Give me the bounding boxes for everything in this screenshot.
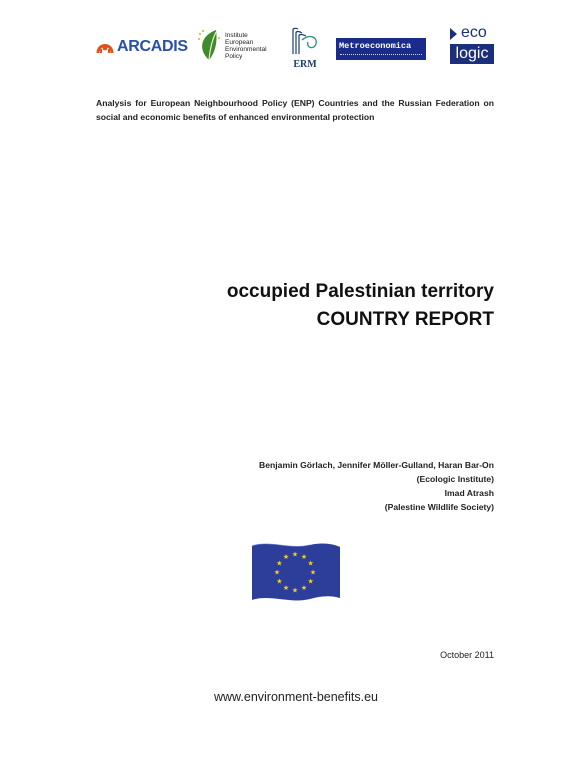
ieep-logo-text [225, 28, 267, 60]
arcadis-mark-icon [96, 39, 114, 55]
author-names: Imad Atrash [444, 488, 494, 498]
star-icon: ★ [282, 553, 290, 561]
star-icon: ★ [291, 587, 299, 595]
leaf-icon [196, 28, 222, 62]
star-icon: ★ [282, 585, 290, 593]
star-icon: ★ [309, 569, 317, 577]
star-icon: ★ [276, 578, 283, 586]
website-link[interactable]: www.environment-benefits.eu [214, 690, 378, 704]
star-icon: ★ [300, 585, 308, 593]
star-icon: ★ [291, 551, 299, 559]
report-subtitle: COUNTRY REPORT [316, 309, 494, 330]
ecologic-logo-bottom: logic [450, 44, 494, 64]
erm-mark-icon [288, 26, 322, 56]
star-icon: ★ [307, 578, 314, 586]
star-icon: ★ [307, 560, 314, 568]
author-names: Benjamin Görlach, Jennifer Möller-Gulland, Haran Bar-On [259, 460, 494, 470]
author-affiliation: (Ecologic Institute) [416, 474, 494, 484]
report-title: occupied Palestinian territory [226, 281, 494, 302]
ecologic-logo-top: eco [461, 24, 487, 41]
metroeconomica-logo [336, 38, 426, 60]
publication-date: October 2011 [440, 650, 494, 660]
star-icon: ★ [273, 569, 281, 577]
ieep-line: Institute [225, 32, 248, 39]
eu-flag-icon [250, 542, 342, 604]
metroeconomica-rule [340, 54, 422, 56]
author-affiliation: (Palestine Wildlife Society) [384, 502, 494, 512]
star-icon: ★ [276, 560, 283, 568]
star-icon: ★ [300, 553, 308, 561]
ieep-line: Environmental [225, 46, 267, 53]
ecologic-triangle-icon [450, 28, 457, 40]
ecologic-logo [450, 26, 494, 66]
erm-logo-text: ERM [293, 59, 317, 70]
ieep-line: European [225, 39, 254, 46]
ieep-line: Policy [225, 53, 243, 60]
erm-logo [288, 26, 322, 68]
arcadis-logo [96, 38, 188, 56]
project-description: Analysis for European Neighbourhood Policy (ENP) Countries and the Russian Federation on social and economic benefits of enhanced environmental protection [96, 98, 494, 122]
ieep-logo [196, 28, 272, 68]
metroeconomica-logo-text: Metroeconomica [339, 41, 412, 51]
arcadis-logo-text: ARCADIS [117, 38, 188, 55]
